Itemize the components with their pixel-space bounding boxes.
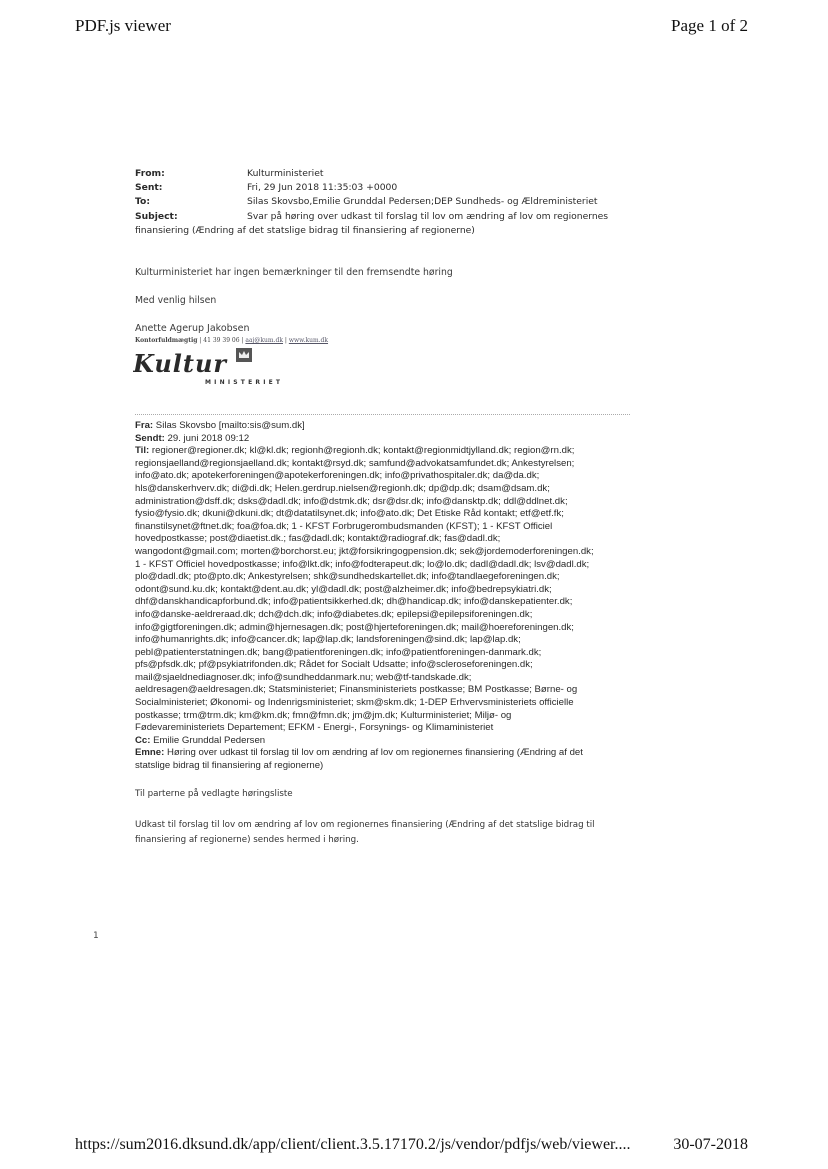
fwd-to-recipients: wangodont@gmail.com; morten@borchorst.eu; jkt@forsikringogpension.dk; sek@jordemoderforeningen.dk; xyxy=(135,545,594,557)
fwd-to-recipients: pfs@pfsdk.dk; pf@psykiatrifonden.dk; Rådet for Socialt Udsatte; info@scleroseforeningen.dk; xyxy=(135,659,533,671)
from-row xyxy=(135,167,635,181)
fwd-subject-label: Emne: xyxy=(135,747,165,759)
fwd-cc-label: Cc: xyxy=(135,734,151,746)
email-header xyxy=(135,167,635,238)
fwd-to-recipients: hovedpostkasse; post@diaetist.dk.; fas@dadl.dk; kontakt@radiograf.dk; fas@dadl.dk; xyxy=(135,533,501,545)
fwd-sent-value: 29. juni 2018 09:12 xyxy=(167,432,250,444)
fwd-to-line xyxy=(135,697,635,710)
fwd-sent-row xyxy=(135,433,635,446)
fwd-to-recipients: odont@sund.ku.dk; kontakt@dent.au.dk; yl@dadl.dk; post@alzheimer.dk; info@bedrepsykiatri.dk; xyxy=(135,583,552,595)
sent-value: Fri, 29 Jun 2018 11:35:03 +0000 xyxy=(247,182,398,194)
fwd-to-block xyxy=(135,445,635,735)
kulturministeriet-logo xyxy=(133,346,323,388)
body-paragraph xyxy=(135,818,635,847)
signature-contact: Kontorfuldmægtig | 41 39 39 06 | aaj@kum.dk | www.kum.dk xyxy=(135,337,329,344)
fwd-to-line xyxy=(135,622,635,635)
fwd-to-recipients: dhf@danskhandicapforbund.dk; info@patientsikkerhed.dk; dh@handicap.dk; info@danskepatienter.dk; xyxy=(135,596,573,608)
fwd-to-line xyxy=(135,722,635,735)
fwd-subject-value: Høring over udkast til forslag til lov om ændring af lov om regionernes finansiering (Ændring af det xyxy=(167,747,583,759)
subject-continuation: finansiering (Ændring af det statslige bidrag til finansiering af regionerne) xyxy=(135,224,475,236)
fwd-from-label: Fra: xyxy=(135,420,154,431)
fwd-to-line xyxy=(135,659,635,672)
footer-url: https://sum2016.dksund.dk/app/client/client.3.5.17170.2/js/vendor/pdfjs/web/viewer.... xyxy=(75,1136,631,1153)
signature-email-link[interactable]: aaj@kum.dk xyxy=(245,337,283,344)
fwd-to-recipients: aeldresagen@aeldresagen.dk; Statsministeriet; Finansministeriets postkasse; BM Postkasse; Børne- og xyxy=(135,684,578,696)
subject-row xyxy=(135,210,635,224)
fwd-to-line xyxy=(135,445,635,458)
body-greeting: Til parterne på vedlagte høringsliste xyxy=(135,789,293,799)
to-row xyxy=(135,195,635,209)
fwd-subject-continuation: statslige bidrag til finansiering af regionerne) xyxy=(135,760,324,772)
fwd-to-line xyxy=(135,533,635,546)
from-label: From: xyxy=(135,168,165,179)
signature-title: Kontorfuldmægtig xyxy=(135,337,198,344)
fwd-to-label: Til: xyxy=(135,445,150,457)
fwd-to-recipients: info@danske-aeldreraad.dk; dch@dch.dk; info@diabetes.dk; epilepsi@epilepsiforeningen.dk; xyxy=(135,608,533,620)
fwd-to-recipients: administration@dsff.dk; dsks@dadl.dk; info@dstmk.dk; dsr@dsr.dk; info@dansktp.dk; ddl@ddlnet.dk; xyxy=(135,495,568,507)
fwd-to-recipients: finanstilsynet@ftnet.dk; foa@foa.dk; 1 - KFST Forbrugerombudsmanden (KFST); 1 - KFST Officiel xyxy=(135,520,553,532)
fwd-to-line xyxy=(135,496,635,509)
fwd-to-line xyxy=(135,508,635,521)
fwd-to-line xyxy=(135,596,635,609)
fwd-subject-row xyxy=(135,747,635,760)
logo-graphic xyxy=(133,346,323,388)
fwd-to-line xyxy=(135,684,635,697)
subject-value: Svar på høring over udkast til forslag til lov om ændring af lov om regionernes xyxy=(247,210,609,222)
fwd-to-recipients: regionsjaelland@regionsjaelland.dk; kontakt@rsyd.dk; samfund@advokatsamfundet.dk; Ankestyrelsen; xyxy=(135,457,575,469)
fwd-from-value: Silas Skovsbo [mailto:sis@sum.dk] xyxy=(155,420,305,431)
body-paragraph-line-1: Udkast til forslag til lov om ændring af lov om regionernes finansiering (Ændring af det statslige bidrag til xyxy=(135,820,595,830)
fwd-cc-value: Emilie Grunddal Pedersen xyxy=(153,734,266,746)
fwd-to-line xyxy=(135,470,635,483)
fwd-to-line xyxy=(135,483,635,496)
signature-name: Anette Agerup Jakobsen xyxy=(135,323,250,334)
fwd-to-recipients: Socialministeriet; Økonomi- og Indenrigsministeriet; skm@skm.dk; 1-DEP Erhvervsministeriets officielle xyxy=(135,697,574,709)
logo-word: Kultur xyxy=(133,349,228,378)
from-value: Kulturministeriet xyxy=(247,168,324,179)
fwd-to-recipients: regioner@regioner.dk; kl@kl.dk; regionh@regionh.dk; kontakt@regionmidtjylland.dk; region@rn.dk; xyxy=(151,445,575,457)
reply-greeting: Med venlig hilsen xyxy=(135,295,217,306)
fwd-to-line xyxy=(135,458,635,471)
fwd-to-line xyxy=(135,546,635,559)
logo-subtitle: MINISTERIET xyxy=(205,379,284,386)
fwd-to-line xyxy=(135,672,635,685)
fwd-from-row xyxy=(135,420,635,433)
to-label: To: xyxy=(135,196,151,208)
fwd-to-recipients: info@ato.dk; apotekerforeningen@apotekerforeningen.dk; info@privathospitaler.dk; da@da.dk; xyxy=(135,470,540,482)
fwd-to-recipients: 1 - KFST Officiel hovedpostkasse; info@lkt.dk; info@fodterapeut.dk; lo@lo.dk; dadl@dadl.dk; lsv@dadl.dk; xyxy=(135,558,590,570)
fwd-to-line xyxy=(135,559,635,572)
fwd-to-recipients: info@gigtforeningen.dk; admin@hjernesagen.dk; post@hjerteforeningen.dk; mail@hoereforeningen.dk; xyxy=(135,621,574,633)
footer-date: 30-07-2018 xyxy=(673,1136,748,1153)
signature-web-link[interactable]: www.kum.dk xyxy=(288,337,329,344)
forward-divider xyxy=(135,414,630,415)
fwd-to-recipients: pebl@patienterstatningen.dk; bang@patientforeningen.dk; info@patientforeningen-danmark.dk; xyxy=(135,646,542,658)
page-number: 1 xyxy=(93,931,99,941)
fwd-to-line xyxy=(135,710,635,723)
fwd-to-recipients: plo@dadl.dk; pto@pto.dk; Ankestyrelsen; shk@sundhedskartellet.dk; info@tandlaegeforeningen.dk; xyxy=(135,571,560,583)
reply-text: Kulturministeriet har ingen bemærkninger til den fremsendte høring xyxy=(135,267,453,278)
fwd-to-line xyxy=(135,634,635,647)
body-paragraph-line-2: finansiering af regionerne) sendes hermed i høring. xyxy=(135,834,359,845)
fwd-to-recipients: hls@danskerhverv.dk; di@di.dk; Helen.gerdrup.nielsen@regionh.dk; dp@dp.dk; dsam@dsam.dk; xyxy=(135,482,550,494)
subject-label: Subject: xyxy=(135,210,178,222)
fwd-to-line xyxy=(135,609,635,622)
sent-label: Sent: xyxy=(135,182,163,194)
fwd-to-recipients: fysio@fysio.dk; dkuni@dkuni.dk; dt@datatilsynet.dk; info@ato.dk; Det Etiske Råd kontakt; etf@etf.fk; xyxy=(135,508,564,520)
fwd-to-recipients: mail@sjaeldnediagnoser.dk; info@sundheddanmark.nu; web@tf-tandskade.dk; xyxy=(135,671,472,683)
fwd-to-line xyxy=(135,647,635,660)
fwd-to-line xyxy=(135,521,635,534)
fwd-to-line xyxy=(135,571,635,584)
fwd-to-line xyxy=(135,584,635,597)
fwd-to-recipients: Fødevareministeriets Departement; EFKM - Energi-, Forsynings- og Klimaministeriet xyxy=(135,722,494,734)
to-value: Silas Skovsbo,Emilie Grunddal Pedersen;DEP Sundheds- og Ældreministeriet xyxy=(247,196,598,208)
page-count: Page 1 of 2 xyxy=(671,16,748,35)
signature-phone: 41 39 39 06 xyxy=(203,337,240,344)
fwd-cc-row xyxy=(135,735,635,748)
forwarded-header xyxy=(135,420,635,773)
fwd-to-recipients: info@humanrights.dk; info@cancer.dk; lap@lap.dk; landsforeningen@sind.dk; lap@lap.dk; xyxy=(135,634,521,646)
sent-row xyxy=(135,181,635,195)
fwd-sent-label: Sendt: xyxy=(135,432,165,444)
viewer-title: PDF.js viewer xyxy=(75,16,171,35)
fwd-to-recipients: postkasse; trm@trm.dk; km@km.dk; fmn@fmn.dk; jm@jm.dk; Kulturministeriet; Miljø- og xyxy=(135,709,512,721)
